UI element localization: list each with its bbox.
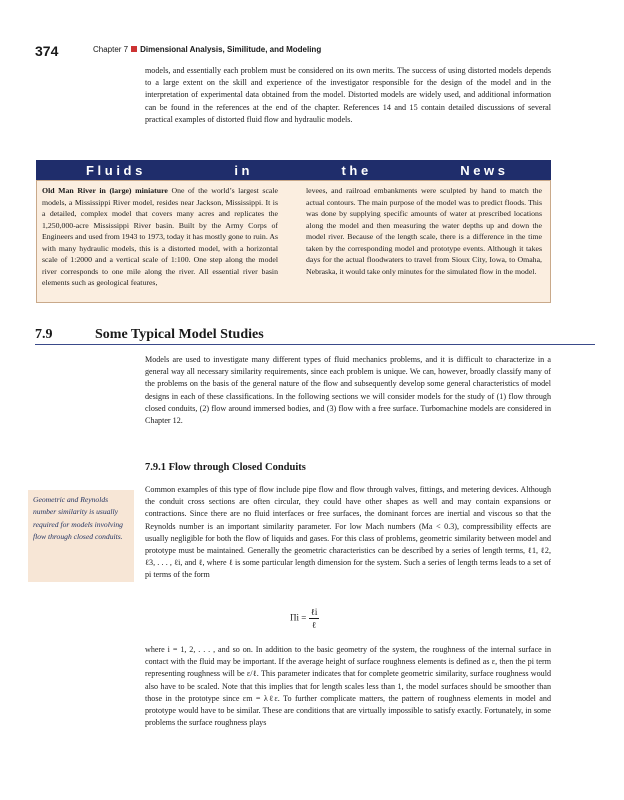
chapter-title: Dimensional Analysis, Similitude, and Modeling <box>140 45 322 54</box>
news-headline: Old Man River in (large) miniature <box>42 186 168 195</box>
header-square-icon <box>131 46 137 52</box>
formula-lhs: Πi = <box>290 612 307 623</box>
intro-paragraph: models, and essentially each problem must be considered on its own merits. The success of using distorted models depends to a large extent on the skill and experience of the investigator responsible for the design of the model and in the interpretation of experimental data obtained from the model. Distorted models are widely used, and additional information can be found in the references at the end of the chapter. References 14 and 15 contain detailed discussions of several practical examples of distorted fluid flow and hydraulic models. <box>145 66 551 124</box>
formula-fraction <box>309 606 320 631</box>
section-title: Some Typical Model Studies <box>95 327 264 342</box>
formula-numerator: ℓi <box>310 607 318 617</box>
formula-denominator: ℓ <box>311 620 317 630</box>
pi-formula <box>290 606 319 631</box>
banner-word: F l u i d s <box>86 162 143 178</box>
subsection-paragraph-1: Common examples of this type of flow include pipe flow and flow through valves, fittings, and metering devices. Although the conduit cross sections are often circular, they could have other shapes as well and may contain expansions or contractions. Since there are no fluid interfaces or free surfaces, the dominant forces are inertial and viscous so that the Reynolds number is an important similarity parameter. For low Mach numbers (Ma < 0.3), compressibility effects are usually negligible for both the flow of liquids and gases. For this class of problems, geometric similarity between model and prototype must be maintained. Generally the geometric characteristics can be described by a series of length terms, ℓ1, ℓ2, ℓ3, . . . , ℓi, and ℓ, where ℓ is some particular length dimension for the system. Such a series of length terms leads to a set of pi terms of the form <box>145 485 551 580</box>
subsection-title: 7.9.1 Flow through Closed Conduits <box>145 462 306 473</box>
fluids-in-the-news-banner <box>36 160 551 180</box>
news-text-left: One of the world’s largest scale models, a Mississippi River model, resides near Jackson, Mississippi. It is a detailed, complex model that covers many acres and replicates the 1,250,000-acre Mississippi River basin. Built by the Army Corps of Engineers and used from 1943 to 1973, today it has mostly gone to ruin. As with many hydraulic models, this is a distorted model, with a horizontal scale of 1:2000 and a vertical scale of 1:100. One step along the model river corresponds to one mile along the river. All essential river basin elements such as geological features, <box>42 186 278 287</box>
page-number: 374 <box>35 43 59 59</box>
section-paragraph: Models are used to investigate many different types of fluid mechanics problems, and it is difficult to characterize in a general way all necessary similarity requirements, since each problem is unique. We can, however, broadly classify many of the problems on the basis of the general nature of the flow and subsequently develop some general characteristics of model designs in each of these classifications. In the following sections we will consider models for the study of (1) flow through closed conduits, (2) flow around immersed bodies, and (3) flow with a free surface. Turbomachine models are considered in Chapter 12. <box>145 355 551 426</box>
margin-note: Geometric and Reynolds number similarity is usually required for models involving flow through closed conduits. <box>28 490 134 582</box>
banner-word: t h e <box>341 162 369 178</box>
running-header <box>93 45 321 54</box>
subsection-paragraph-2: where i = 1, 2, . . . , and so on. In addition to the basic geometry of the system, the roughness of the internal surface in contact with the fluid may be important. If the average height of surface roughness elements is defined as ε, then the pi term representing roughness will be ε/ℓ. This parameter indicates that for complete geometric similarity, surface roughness would also have to be scaled. Note that this implies that for length scales less than 1, the model surfaces should be smoother than those in the prototype since εm = λℓε. To further complicate matters, the pattern of roughness elements in model and prototype would have to be similar. These are conditions that are virtually impossible to satisfy exactly. Fortunately, in some problems the surface roughness plays <box>145 645 551 728</box>
news-column-right: levees, and railroad embankments were sculpted by hand to match the actual contours. The main purpose of the model was to predict floods. This was done by supplying specific amounts of water at prescribed locations along the model and then measuring the water depths up and down the model river. Because of the length scale, there is a difference in the time taken by the corresponding model and prototype events. Although it takes days for the actual floodwaters to travel from Sioux City, Iowa, to Omaha, Nebraska, it would take only minutes for the simulated flow in the model. <box>306 186 542 276</box>
banner-word: i n <box>234 162 250 178</box>
chapter-label: Chapter 7 <box>93 45 129 54</box>
banner-word: N e w s <box>460 162 505 178</box>
section-rule <box>35 344 595 345</box>
section-number: 7.9 <box>35 327 53 342</box>
news-column-left <box>42 185 278 289</box>
